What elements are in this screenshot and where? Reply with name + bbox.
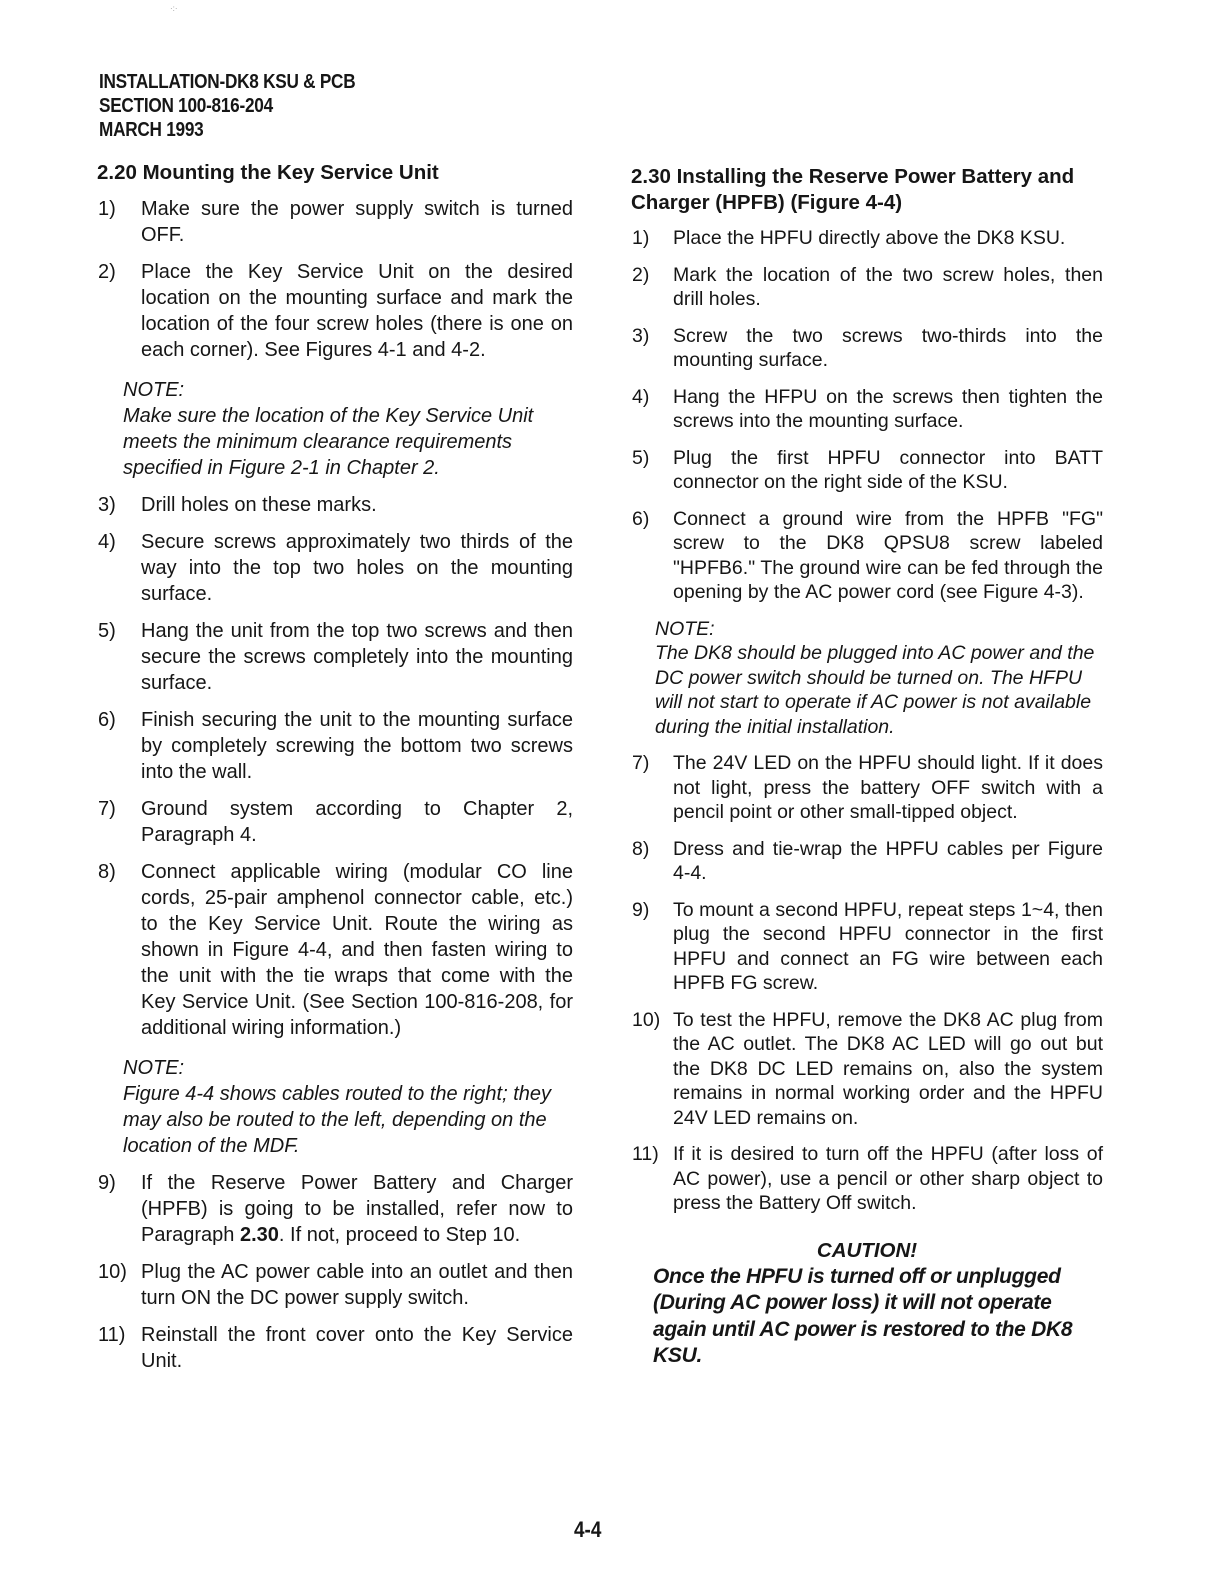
header-line-1: INSTALLATION-DK8 KSU & PCB — [99, 71, 356, 93]
step-text: The 24V LED on the HPFU should light. If it does not light, press the battery OFF switch with a pencil point or other small-tipped object. — [673, 752, 1103, 823]
step-item — [631, 507, 1103, 605]
note-cable-routing — [97, 1055, 573, 1159]
step-text: If it is desired to turn off the HPFU (after loss of AC power), use a pencil or other sharp object to press the Battery Off switch. — [673, 1143, 1103, 1214]
step-number: 6) — [98, 709, 116, 731]
step-number: 4) — [632, 385, 650, 408]
step-number: 8) — [632, 837, 650, 860]
step-item — [97, 796, 573, 848]
note-label: NOTE: — [655, 617, 715, 640]
step-text: Place the Key Service Unit on the desired location on the mounting surface and mark the location of the four screw holes (there is one on each corner). See Figures 4-1 and 4-2. — [141, 261, 573, 361]
step-item — [97, 859, 573, 1041]
step-number: 5) — [98, 620, 116, 642]
step-number: 1) — [98, 198, 116, 220]
note-text: Make sure the location of the Key Service Unit meets the minimum clearance requirements specified in Figure 2-1 in Chapter 2. — [123, 405, 534, 479]
step-item — [97, 1259, 573, 1311]
step-number: 4) — [98, 531, 116, 553]
step-text: Dress and tie-wrap the HPFU cables per Figure 4-4. — [673, 837, 1103, 884]
step-number: 1) — [632, 227, 650, 249]
scan-speck: ·:· — [170, 4, 178, 13]
step-item — [97, 1322, 573, 1374]
note-clearance — [97, 377, 573, 481]
note-text: Figure 4-4 shows cables routed to the right; they may also be routed to the left, depending on the location of the MDF. — [123, 1083, 552, 1157]
step-number: 7) — [98, 798, 116, 820]
section-title-2-30: 2.30 Installing the Reserve Power Battery and Charger (HPFB) (Figure 4-4) — [631, 165, 1075, 214]
section-title-2-20: 2.20 Mounting the Key Service Unit — [97, 161, 439, 184]
step-number: 8) — [98, 861, 116, 883]
step-text: Place the HPFU directly above the DK8 KSU. — [673, 227, 1066, 249]
page-header — [99, 70, 355, 142]
step-item — [631, 837, 1103, 886]
step-number: 7) — [632, 752, 650, 774]
step-number: 9) — [632, 898, 650, 921]
header-line-3: MARCH 1993 — [99, 119, 204, 141]
step-text: Make sure the power supply switch is turned OFF. — [141, 198, 573, 246]
step-item — [97, 529, 573, 607]
step-number: 10) — [98, 1261, 127, 1283]
step-number: 11) — [98, 1324, 126, 1346]
step-number: 3) — [632, 324, 650, 347]
step-text: To mount a second HPFU, repeat steps 1~4, then plug the second HPFU connector in the first HPFU and connect an FG wire between each HPFB FG screw. — [673, 898, 1103, 994]
step-text: Screw the two screws two-thirds into the mounting surface. — [673, 324, 1103, 371]
note-label: NOTE: — [123, 1057, 185, 1079]
caution-text: Once the HPFU is turned off or unplugged (During AC power loss) it will not operate again until AC power is restored to the DK8 KSU. — [653, 1264, 1073, 1367]
step-item — [97, 1170, 573, 1248]
step-text: To test the HPFU, remove the DK8 AC plug from the AC outlet. The DK8 AC LED will go out but the DK8 DC LED remains on, also the system remains in normal working order and the HPFU 24V LED remains on. — [673, 1008, 1103, 1129]
step-text-pre: If the Reserve Power Battery and Charger (HPFB) is going to be installed, refer now to Paragraph — [141, 1172, 573, 1246]
step-number: 3) — [98, 494, 116, 516]
step-item — [631, 385, 1103, 434]
left-column — [97, 160, 573, 1385]
step-item — [97, 259, 573, 363]
header-line-2: SECTION 100-816-204 — [99, 95, 273, 117]
step-text: Secure screws approximately two thirds of the way into the top two holes on the mounting surface. — [141, 531, 573, 605]
step-item — [97, 492, 573, 518]
note-ac-power — [631, 617, 1103, 740]
step-number: 6) — [632, 507, 650, 530]
step-item — [631, 446, 1103, 495]
step-item — [97, 196, 573, 248]
step-number: 2) — [98, 261, 116, 283]
step-number: 2) — [632, 263, 650, 286]
step-text: Ground system according to Chapter 2, Paragraph 4. — [141, 798, 573, 846]
step-item — [631, 898, 1103, 996]
step-number: 9) — [98, 1172, 116, 1194]
step-text: Hang the unit from the top two screws and then secure the screws completely into the mounting surface. — [141, 620, 573, 694]
right-column — [631, 160, 1103, 1370]
step-number: 10) — [632, 1008, 661, 1031]
page-number: 4-4 — [574, 1517, 602, 1542]
step-item — [631, 226, 1103, 251]
step-text: Finish securing the unit to the mounting surface by completely screwing the bottom two screws into the wall. — [141, 709, 573, 783]
step-text: Connect a ground wire from the HPFB "FG" screw to the DK8 QPSU8 screw labeled "HPFB6." The ground wire can be fed through the opening by the AC power cord (see Figure 4-3). — [673, 507, 1103, 603]
step-item — [631, 1008, 1103, 1131]
step-number: 5) — [632, 446, 650, 469]
caution-title: CAUTION! — [816, 1238, 918, 1262]
note-label: NOTE: — [123, 379, 185, 401]
step-item — [97, 618, 573, 696]
caution-box — [631, 1238, 1103, 1370]
step-text-post: . If not, proceed to Step 10. — [278, 1224, 521, 1246]
step-item — [631, 324, 1103, 373]
step-text: Connect applicable wiring (modular CO line cords, 25-pair amphenol connector cable, etc.) to the Key Service Unit. Route the wiring as shown in Figure 4-4, and then fasten wiring to the unit with the tie wraps that come with the Key Service Unit. (See Section 100-816-208, for additional wiring information.) — [141, 861, 573, 1039]
step-text: Drill holes on these marks. — [141, 494, 377, 516]
step-item — [631, 1142, 1103, 1216]
step-number: 11) — [632, 1143, 659, 1165]
step-item — [631, 751, 1103, 825]
step-text: Plug the AC power cable into an outlet and then turn ON the DC power supply switch. — [141, 1261, 573, 1309]
step-item — [631, 263, 1103, 312]
step-text: Reinstall the front cover onto the Key Service Unit. — [141, 1324, 573, 1372]
step-text: Plug the first HPFU connector into BATT connector on the right side of the KSU. — [673, 446, 1103, 493]
note-text: The DK8 should be plugged into AC power and the DC power switch should be turned on. The HFPU will not start to operate if AC power is not available during the initial installation. — [655, 642, 1095, 738]
step-item — [97, 707, 573, 785]
paragraph-reference: 2.30 — [239, 1224, 279, 1246]
step-text — [141, 1172, 573, 1246]
step-text: Hang the HFPU on the screws then tighten the screws into the mounting surface. — [673, 385, 1103, 432]
step-text: Mark the location of the two screw holes, then drill holes. — [673, 263, 1103, 310]
